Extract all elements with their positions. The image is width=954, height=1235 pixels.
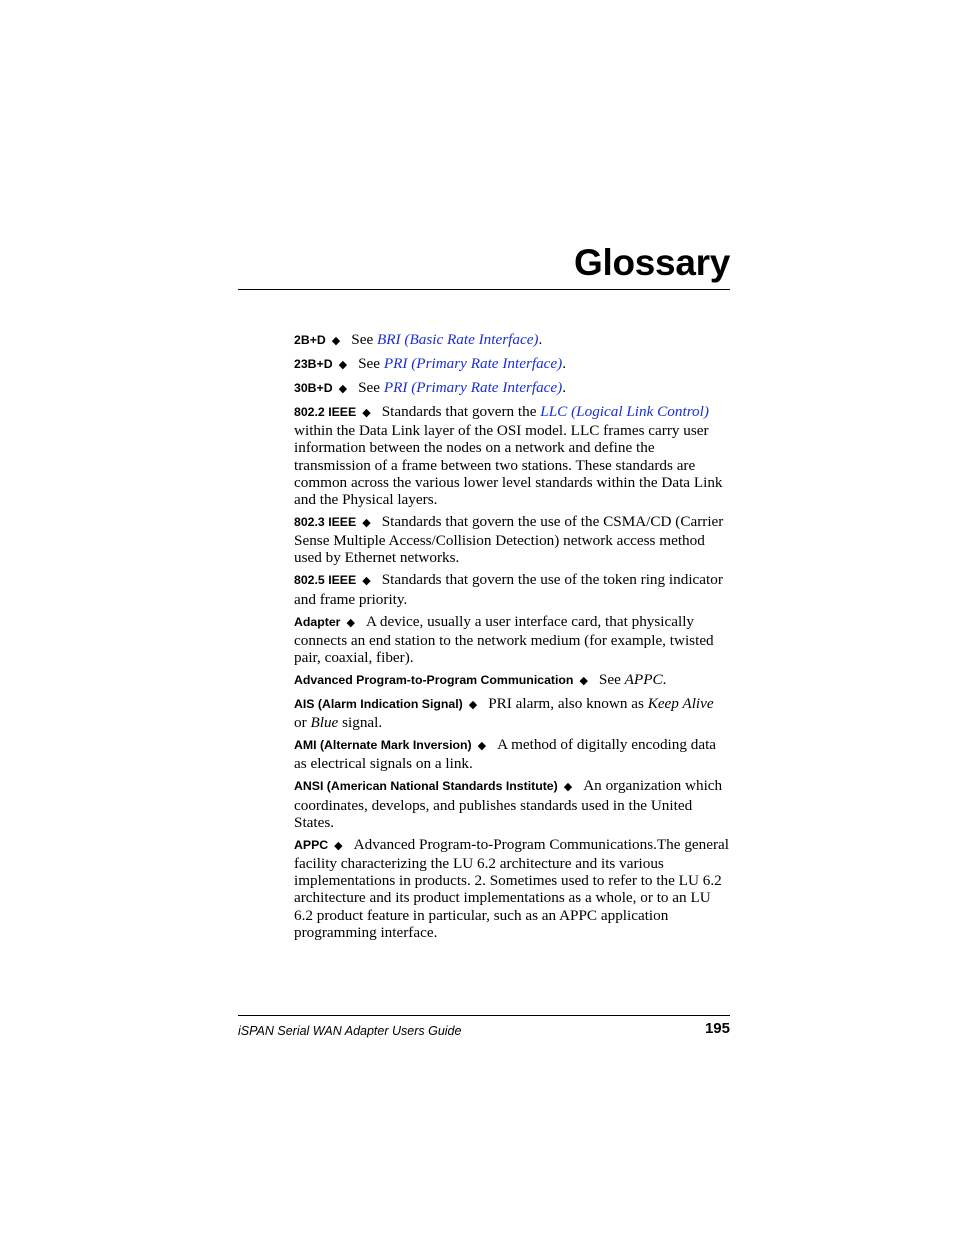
- glossary-term: 2B+D: [294, 333, 326, 347]
- definition-text: signal.: [338, 714, 383, 732]
- diamond-separator-icon: ◆: [346, 616, 355, 629]
- diamond-separator-icon: ◆: [468, 699, 478, 712]
- definition-text: .: [662, 671, 667, 689]
- glossary-entry: [294, 836, 730, 941]
- glossary-term: ANSI (American National Standards Institute): [294, 779, 558, 794]
- definition-text: or: [294, 714, 311, 732]
- cross-reference-link[interactable]: PRI (Primary Rate Interface): [383, 355, 563, 372]
- glossary-term: APPC: [294, 837, 329, 852]
- diamond-separator-icon: ◆: [362, 517, 371, 530]
- footer-document-title: iSPAN Serial WAN Adapter Users Guide: [238, 1024, 462, 1038]
- definition-text: See: [358, 355, 384, 372]
- glossary-entry: [294, 331, 730, 350]
- glossary-entry: [294, 613, 730, 667]
- glossary-term: Adapter: [294, 614, 341, 629]
- glossary-entry: [294, 355, 730, 374]
- cross-reference-link[interactable]: LLC (Logical Link Control): [540, 403, 709, 420]
- glossary-term: 802.3 IEEE: [294, 515, 357, 530]
- definition-text: Standards that govern the use of the token ring indicator and frame priority.: [294, 571, 723, 608]
- definition-text: Advanced Program-to-Program Communications.The general facility characterizing the LU 6.2 architecture and its various implementations in products. 2. Sometimes used to refer to the LU 6.2 architecture and its product implementations as a whole, or to an LU 6.2 product feature in particular, such as an APPC application programming interface.: [294, 835, 730, 941]
- diamond-separator-icon: ◆: [331, 335, 341, 347]
- emphasized-text: Blue: [310, 714, 339, 732]
- definition-text: See: [358, 379, 384, 396]
- glossary-entry: [294, 695, 730, 731]
- definition-text: PRI alarm, also known as: [488, 695, 648, 713]
- glossary-entry: [294, 736, 730, 772]
- glossary-term: 23B+D: [294, 357, 333, 371]
- diamond-separator-icon: ◆: [579, 675, 588, 688]
- definition-text: A device, usually a user interface card, that physically connects an end station to the network medium (for example, twisted pair, coaxial, fiber).: [294, 612, 714, 667]
- glossary-entry: [294, 513, 730, 567]
- glossary-entries: [294, 331, 730, 946]
- definition-text: .: [562, 355, 567, 372]
- diamond-separator-icon: ◆: [334, 839, 343, 852]
- diamond-separator-icon: ◆: [338, 359, 348, 371]
- diamond-separator-icon: ◆: [563, 781, 573, 794]
- diamond-separator-icon: ◆: [362, 407, 371, 419]
- glossary-term: 802.2 IEEE: [294, 405, 357, 419]
- page-title: Glossary: [574, 242, 730, 283]
- definition-text: See: [598, 671, 625, 689]
- glossary-term: 30B+D: [294, 381, 333, 395]
- title-rule: [238, 289, 730, 290]
- glossary-term: Advanced Program-to-Program Communication: [294, 673, 574, 688]
- glossary-term: AIS (Alarm Indication Signal): [294, 697, 463, 712]
- diamond-separator-icon: ◆: [338, 383, 348, 395]
- glossary-term: 802.5 IEEE: [294, 573, 357, 588]
- cross-reference-link[interactable]: PRI (Primary Rate Interface): [383, 379, 563, 396]
- glossary-entry: [294, 777, 730, 831]
- definition-text: A method of digitally encoding data as electrical signals on a link.: [294, 736, 717, 773]
- glossary-entry: [294, 571, 730, 607]
- definition-text: An organization which coordinates, develops, and publishes standards used in the United States.: [294, 777, 723, 831]
- emphasized-text: Keep Alive: [647, 695, 714, 713]
- diamond-separator-icon: ◆: [362, 575, 371, 588]
- footer-rule: [238, 1015, 730, 1016]
- definition-text: within the Data Link layer of the OSI model. LLC frames carry user information between the nodes on a network and define the transmission of a frame between two stations. These standards are common across the various lower level standards within the Data Link and the Physical layers.: [294, 422, 723, 509]
- glossary-term: AMI (Alternate Mark Inversion): [294, 738, 472, 753]
- glossary-entry: [294, 671, 730, 690]
- cross-reference-link[interactable]: BRI (Basic Rate Interface): [376, 331, 539, 348]
- definition-text: .: [538, 331, 543, 348]
- glossary-entry: [294, 379, 730, 398]
- definition-text: Standards that govern the use of the CSMA/CD (Carrier Sense Multiple Access/Collision Detection) network access method used by Ethernet networks.: [294, 513, 724, 567]
- definition-text: .: [562, 379, 567, 396]
- diamond-separator-icon: ◆: [477, 740, 487, 753]
- glossary-entry: [294, 403, 730, 508]
- definition-text: See: [351, 331, 377, 348]
- definition-text: Standards that govern the: [381, 403, 541, 420]
- page-number: 195: [704, 1020, 730, 1037]
- emphasized-text: APPC: [624, 671, 663, 689]
